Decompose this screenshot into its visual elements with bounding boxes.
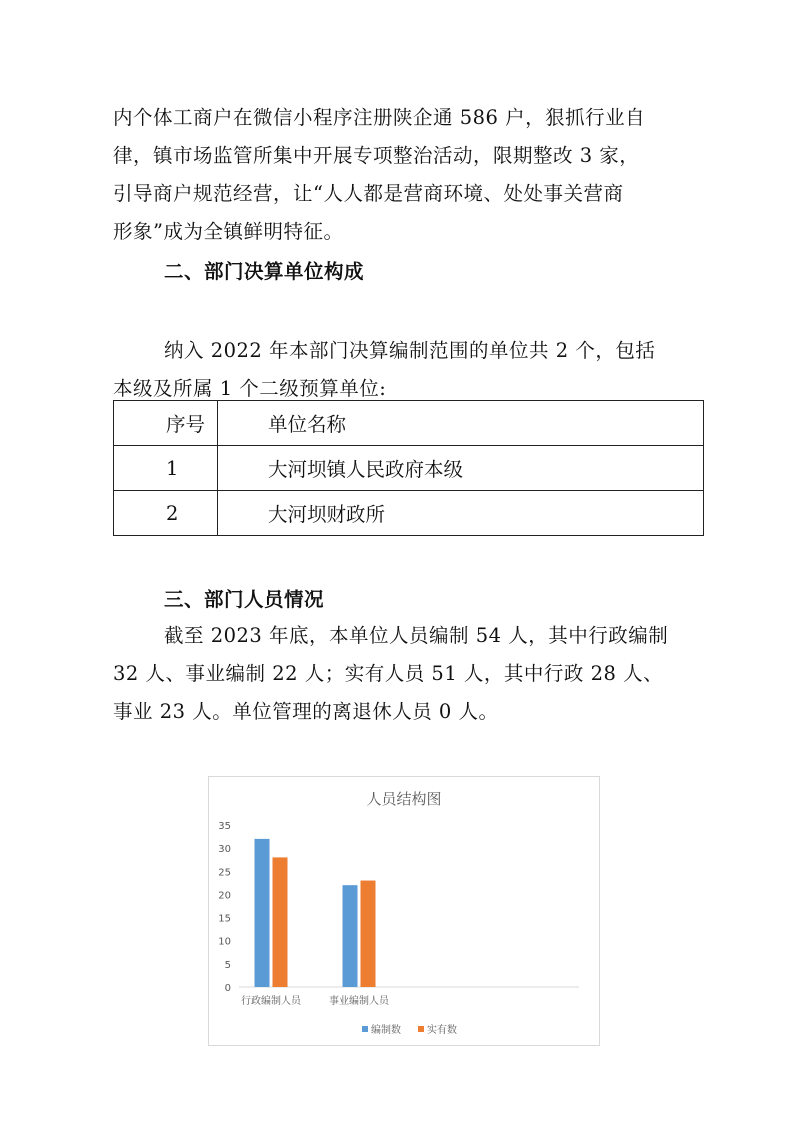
section3-paragraph <box>113 617 688 731</box>
y-tick-label: 25 <box>218 867 231 879</box>
section3-heading: 三、部门人员情况 <box>164 588 325 611</box>
bar <box>273 857 288 987</box>
legend-swatch <box>362 1026 368 1032</box>
intro-paragraph <box>113 99 688 251</box>
y-tick-label: 15 <box>218 913 231 925</box>
section2-heading: 二、部门决算单位构成 <box>164 260 365 283</box>
unit-table <box>113 400 704 536</box>
bar <box>343 885 358 987</box>
intro-line: 形象”成为全镇鲜明特征。 <box>113 220 344 243</box>
personnel-chart <box>208 776 600 1046</box>
table-header-row <box>114 401 704 446</box>
table-cell: 1 <box>114 446 218 491</box>
section3-line: 截至 2023 年底，本单位人员编制 54 人，其中行政编制 <box>164 624 669 647</box>
bar <box>255 839 270 987</box>
legend-label: 编制数 <box>371 1025 401 1036</box>
intro-line: 内个体工商户在微信小程序注册陕企通 586 户，狠抓行业自 <box>113 106 646 129</box>
chart-canvas <box>209 777 599 1045</box>
table-cell: 大河坝财政所 <box>218 491 704 536</box>
table-cell: 大河坝镇人民政府本级 <box>218 446 704 491</box>
chart-title: 人员结构图 <box>366 790 442 808</box>
x-tick-label: 行政编制人员 <box>241 996 301 1007</box>
table-row <box>114 446 704 491</box>
table-row <box>114 491 704 536</box>
y-tick-label: 35 <box>218 821 231 832</box>
section2-line: 纳入 2022 年本部门决算编制范围的单位共 2 个，包括 <box>164 339 656 362</box>
y-tick-label: 0 <box>224 983 231 994</box>
section3-line: 事业 23 人。单位管理的离退休人员 0 人。 <box>113 700 499 723</box>
y-tick-label: 10 <box>218 936 231 948</box>
y-tick-label: 20 <box>218 890 231 902</box>
x-tick-label: 事业编制人员 <box>329 996 389 1007</box>
section2-line: 本级及所属 1 个二级预算单位: <box>113 377 387 400</box>
table-cell: 2 <box>114 491 218 536</box>
table-header-cell: 单位名称 <box>218 401 704 446</box>
intro-line: 律，镇市场监管所集中开展专项整治活动，限期整改 3 家， <box>113 144 640 167</box>
y-tick-label: 30 <box>218 844 231 856</box>
legend-label: 实有数 <box>427 1025 457 1036</box>
table-header-cell: 序号 <box>114 401 218 446</box>
section2-paragraph <box>113 332 688 408</box>
section3-line: 32 人、事业编制 22 人；实有人员 51 人，其中行政 28 人、 <box>113 662 664 685</box>
bar <box>361 881 376 987</box>
legend-swatch <box>418 1026 424 1032</box>
intro-line: 引导商户规范经营，让“人人都是营商环境、处处事关营商 <box>113 182 624 205</box>
y-tick-label: 5 <box>224 959 231 971</box>
